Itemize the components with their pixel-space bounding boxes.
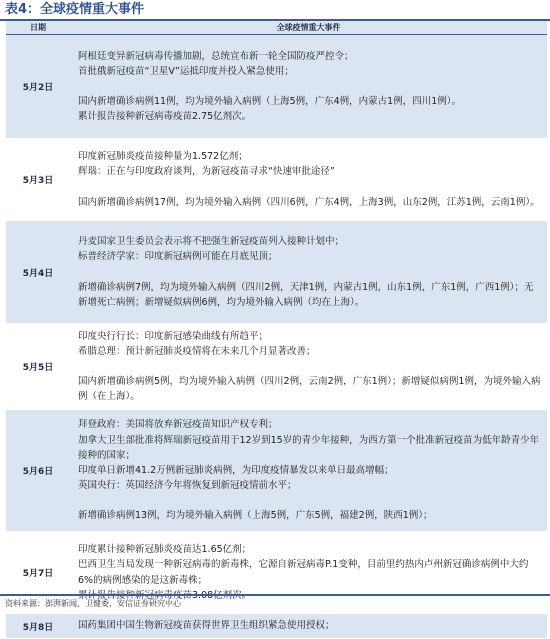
event-spacer (78, 79, 543, 94)
table-row (6, 324, 547, 410)
event-spacer (78, 493, 543, 508)
title-bar (0, 0, 550, 21)
event-line: 国内新增确诊病例17例，均为境外输入病例（四川6例，广东4例，上海3例，山东2例，江苏1例，云南1例）。 (78, 196, 540, 208)
event-line: 丹麦国家卫生委员会表示将不把强生新冠疫苗列入接种计划中； (78, 236, 345, 248)
row-events (70, 324, 547, 410)
event-line: 印度累计接种新冠肺炎疫苗达1.65亿剂； (78, 544, 252, 556)
row-date: 5月8日 (6, 614, 70, 639)
event-spacer (78, 359, 543, 374)
event-line: 英国央行：英国经济今年将恢复到新冠疫情前水平； (78, 480, 297, 492)
row-date: 5月3日 (6, 139, 70, 221)
event-line: 阿根廷变异新冠病毒传播加剧，总统宣布新一轮全国防疫严控令； (78, 50, 354, 62)
event-line: 印度央行行长：印度新冠感染曲线有所趋平； (78, 330, 269, 342)
table-row (6, 614, 547, 639)
event-line: 累计报告接种新冠病毒疫苗3.08亿剂次。 (78, 589, 252, 601)
table-header-row (6, 21, 547, 35)
event-line: 国内新增确诊病例5例，均为境外输入病例（四川2例，云南2例，广东1例）；新增疑似病例1例，为境外输入病例（在上海）。 (78, 376, 541, 403)
row-date: 5月4日 (6, 221, 70, 324)
event-line: 国内新增确诊病例11例，均为境外输入病例（上海5例，广东4例，内蒙古1例，四川1例）。 (78, 96, 462, 107)
event-line: 巴西卫生当局发现一种新冠病毒的新毒株，它源自新冠病毒P.1变种，目前里约热内卢州新冠确诊病例中大约6%的病例感染的是这新毒株； (78, 559, 529, 586)
event-spacer (78, 265, 543, 280)
header-date: 日期 (6, 21, 70, 35)
event-line: 累计报告接种新冠病毒疫苗2.75亿剂次。 (78, 111, 252, 123)
event-line: 希腊总理：预计新冠肺炎疫情将在未来几个月显著改善； (78, 345, 316, 357)
table-bottom-rule (0, 594, 550, 596)
event-line: 拜登政府：美国将放弃新冠疫苗知识产权专利； (78, 419, 278, 431)
table-row (6, 35, 547, 139)
row-date: 5月5日 (6, 324, 70, 410)
event-line: 辉瑞：正在与印度政府谈判，为新冠疫苗寻求“快速审批途径” (78, 166, 335, 178)
header-events: 全球疫情重大事件 (70, 21, 547, 35)
event-line: 首批俄新冠疫苗“卫星V”运抵印度并投入紧急使用； (78, 65, 294, 77)
row-date: 5月7日 (6, 532, 70, 614)
row-events (70, 35, 547, 139)
row-date: 5月6日 (6, 410, 70, 532)
event-line: 国药集团中国生物新冠疫苗获得世界卫生组织紧急使用授权； (78, 620, 335, 632)
events-table (6, 21, 547, 639)
table-row (6, 221, 547, 324)
row-events (70, 139, 547, 221)
row-events (70, 410, 547, 532)
event-spacer (78, 180, 543, 195)
event-line: 标普经济学家：印度新冠病例可能在月底见顶； (78, 251, 278, 263)
source-note: 资料来源：澎湃新闻，卫健委，安信证券研究中心 (5, 599, 181, 608)
row-date: 5月2日 (6, 35, 70, 139)
row-events (70, 614, 547, 639)
event-line: 印度单日新增41.2万例新冠肺炎病例，为印度疫情暴发以来单日最高增幅； (78, 465, 394, 476)
event-line: 新增确诊病例13例，均为境外输入病例（上海5例，广东5例，福建2例，陕西1例）； (78, 510, 433, 522)
table-row (6, 139, 547, 221)
table-row (6, 410, 547, 532)
table-title: 表4：全球疫情重大事件 (5, 2, 145, 17)
event-line: 新增确诊病例7例，均为境外输入病例（四川2例，天津1例，内蒙古1例，山东1例，广东1例，广西1例）；无新增死亡病例；新增疑似病例6例，均为境外输入病例（均在上海）。 (78, 281, 534, 308)
row-events (70, 221, 547, 324)
table-body (6, 35, 547, 639)
event-line: 加拿大卫生部批准将辉瑞新冠疫苗用于12岁到15岁的青少年接种，为西方第一个批准新冠疫苗为低年龄青少年接种的国家； (78, 434, 540, 461)
event-line: 印度新冠肺炎疫苗接种量为1.572亿剂； (78, 151, 248, 163)
